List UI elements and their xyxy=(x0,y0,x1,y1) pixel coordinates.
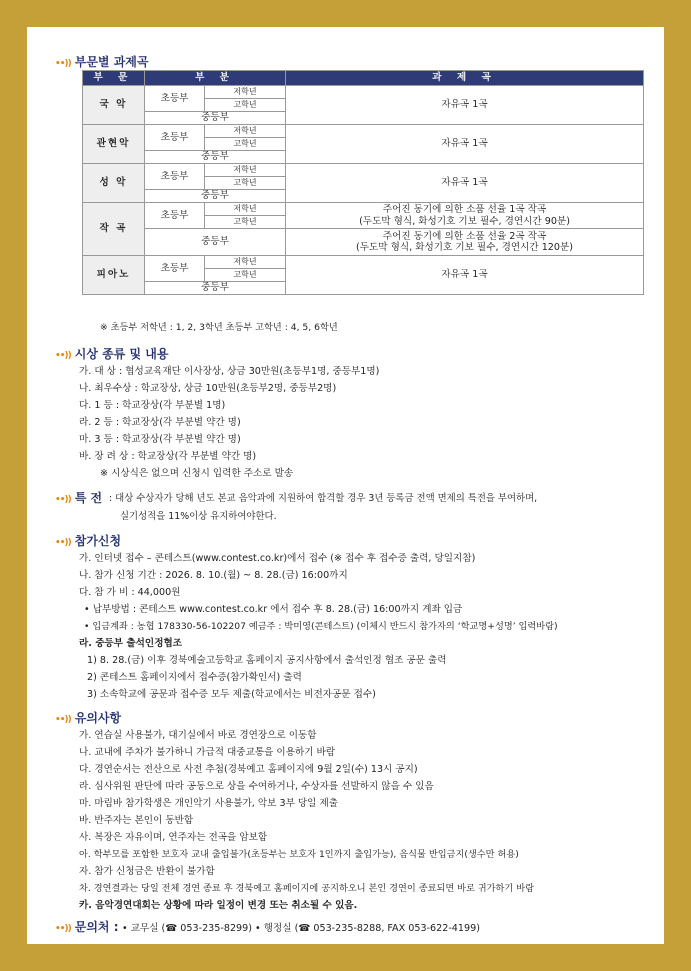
grade-cell: 저학년 xyxy=(205,125,286,138)
category-cell: 성 악 xyxy=(83,164,145,203)
apply-item: 나. 참가 신청 기간 : 2026. 8. 10.(월) ~ 8. 28.(금) 16:00까지 xyxy=(79,570,348,581)
header-division: 부 분 xyxy=(145,71,286,86)
apply-item: 가. 인터넷 접수 – 콘테스트(www.contest.co.kr)에서 접수 (※ 접수 후 접수증 출력, 당일지참) xyxy=(79,553,476,564)
header-piece: 과 제 곡 xyxy=(286,71,644,86)
piece-cell xyxy=(286,229,644,256)
bullet-icon: ••)) xyxy=(55,715,71,725)
notice-item: 아. 학부모를 포함한 보호자 교내 출입불가(초등부는 보호자 1인까지 출입가능), 음식물 반입금지(생수만 허용) xyxy=(79,849,519,860)
piece-cell: 자유곡 1곡 xyxy=(286,125,644,164)
notice-item: 나. 교내에 주차가 불가하니 가급적 대중교통을 이용하기 바람 xyxy=(79,747,336,758)
bullet-icon: ••)) xyxy=(55,495,71,505)
division-cell: 초등부 xyxy=(145,256,205,282)
apply-item: 2) 콘테스트 홈페이지에서 접수증(참가확인서) 출력 xyxy=(87,672,302,683)
grade-cell: 고학년 xyxy=(205,177,286,190)
grade-cell: 고학년 xyxy=(205,216,286,229)
notice-item: 가. 연습실 사용불가, 대기실에서 바로 경연장으로 이동함 xyxy=(79,730,317,741)
piece-cell: 자유곡 1곡 xyxy=(286,256,644,295)
page xyxy=(27,27,664,944)
apply-item: • 입금계좌 : 농협 178330-56-102207 예금주 : 박미영(콘테스트) (이체시 반드시 참가자의 ‘학교명+성명’ 입력바람) xyxy=(84,621,558,632)
notice-item: 카. 음악경연대회는 상황에 따라 일정이 변경 또는 취소될 수 있음. xyxy=(79,900,358,911)
award-item: 바. 장 려 상 : 학교장상(각 부분별 약간 명) xyxy=(79,451,257,462)
award-item: 라. 2 등 : 학교장상(각 부분별 약간 명) xyxy=(79,417,241,428)
grade-cell: 저학년 xyxy=(205,164,286,177)
apply-item: 라. 중등부 출석인정협조 xyxy=(79,638,182,649)
division-cell: 초등부 xyxy=(145,86,205,112)
award-item: 마. 3 등 : 학교장상(각 부분별 약간 명) xyxy=(79,434,241,445)
division-cell: 중등부 xyxy=(145,282,286,295)
piece-line: (두도막 형식, 화성기호 기보 필수, 경연시간 120분) xyxy=(356,242,574,253)
table-row xyxy=(83,125,644,138)
apply-item: 1) 8. 28.(금) 이후 경북예술고등학교 홈페이지 공지사항에서 출석인정 협조 공문 출력 xyxy=(87,655,447,666)
bullet-icon: ••)) xyxy=(55,351,71,361)
award-item: 가. 대 상 : 협성교육재단 이사장상, 상금 30만원(초등부1명, 중등부1명) xyxy=(79,366,380,377)
section-title-contact: ••)) 문의처 : xyxy=(55,920,119,934)
grade-cell: 저학년 xyxy=(205,256,286,269)
section-title-notes: ••)) 유의사항 xyxy=(55,711,122,725)
table-row xyxy=(83,203,644,216)
notice-item: 마. 마림바 참가학생은 개인악기 사용불가, 악보 3부 당일 제출 xyxy=(79,798,339,809)
section-title-benefit: ••)) 특 전 xyxy=(55,491,103,505)
category-cell: 관현악 xyxy=(83,125,145,164)
table-header xyxy=(83,71,644,86)
piece-cell xyxy=(286,203,644,229)
piece-line: 주어진 동기에 의한 소품 선율 2곡 작곡 xyxy=(382,230,547,242)
header-dept: 부 문 xyxy=(83,71,145,86)
division-cell: 중등부 xyxy=(145,229,286,256)
table-row xyxy=(83,256,644,269)
notice-item: 바. 반주자는 본인이 동반함 xyxy=(79,815,194,826)
piece-line: 주어진 동기에 의한 소품 선율 1곡 작곡 xyxy=(382,204,547,216)
division-cell: 초등부 xyxy=(145,203,205,229)
award-item: 나. 최우수상 : 학교장상, 상금 10만원(초등부2명, 중등부2명) xyxy=(79,383,337,394)
notice-item: 사. 복장은 자유이며, 연주자는 전곡을 암보함 xyxy=(79,832,268,843)
benefit-text: 실기성적을 11%이상 유지하여야한다. xyxy=(120,511,277,522)
table-row xyxy=(83,86,644,99)
table-row xyxy=(83,164,644,177)
grade-cell: 저학년 xyxy=(205,203,286,216)
grade-cell: 고학년 xyxy=(205,99,286,112)
contact-info: • 교무실 (☎ 053-235-8299) • 행정실 (☎ 053-235-8288, FAX 053-622-4199) xyxy=(122,923,480,934)
apply-item: 다. 참 가 비 : 44,000원 xyxy=(79,587,181,598)
benefit-text: : 대상 수상자가 당해 년도 본교 음악과에 지원하여 합격할 경우 3년 등록금 전액 면제의 특전을 부여하며, xyxy=(109,493,538,504)
bullet-icon: ••)) xyxy=(55,538,71,548)
notice-item: 라. 심사위원 판단에 따라 공동으로 상을 수여하거나, 수상자를 선발하지 않을 수 있음 xyxy=(79,781,434,792)
bullet-icon: ••)) xyxy=(55,924,71,934)
grade-cell: 저학년 xyxy=(205,86,286,99)
section-title-awards: ••)) 시상 종류 및 내용 xyxy=(55,347,169,361)
grade-cell: 고학년 xyxy=(205,269,286,282)
notice-item: 다. 경연순서는 전산으로 사전 추첨(경북예고 홈페이지에 9월 2일(수) 13시 공지) xyxy=(79,764,418,775)
category-cell: 작 곡 xyxy=(83,203,145,256)
grade-note: ※ 초등부 저학년 : 1, 2, 3학년 초등부 고학년 : 4, 5, 6학년 xyxy=(100,322,338,333)
category-cell: 피아노 xyxy=(83,256,145,295)
bullet-icon: ••)) xyxy=(55,59,71,69)
grade-cell: 고학년 xyxy=(205,138,286,151)
division-cell: 중등부 xyxy=(145,190,286,203)
section-title-apply: ••)) 참가신청 xyxy=(55,534,122,548)
division-cell: 중등부 xyxy=(145,112,286,125)
apply-item: 3) 소속학교에 공문과 접수증 모두 제출(학교에서는 비전자공문 접수) xyxy=(87,689,376,700)
notice-item: 차. 경연결과는 당일 전체 경연 종료 후 경북예고 홈페이지에 공지하오니 본인 경연이 종료되면 바로 귀가하기 바람 xyxy=(79,883,534,894)
division-cell: 중등부 xyxy=(145,151,286,164)
division-cell: 초등부 xyxy=(145,164,205,190)
section-title-pieces: ••)) 부문별 과제곡 xyxy=(55,55,149,69)
pieces-table xyxy=(82,70,644,295)
piece-line: (두도막 형식, 화성기호 기보 필수, 경연시간 90분) xyxy=(359,215,570,227)
award-item: 다. 1 등 : 학교장상(각 부분별 1명) xyxy=(79,400,226,411)
notice-item: 자. 참가 신청금은 반환이 불가함 xyxy=(79,866,215,877)
award-note: ※ 시상식은 없으며 신청시 입력한 주소로 발송 xyxy=(100,468,294,479)
apply-item: • 납부방법 : 콘테스트 www.contest.co.kr 에서 접수 후 8. 28.(금) 16:00까지 계좌 입금 xyxy=(84,604,463,615)
piece-cell: 자유곡 1곡 xyxy=(286,86,644,125)
piece-cell: 자유곡 1곡 xyxy=(286,164,644,203)
category-cell: 국 악 xyxy=(83,86,145,125)
division-cell: 초등부 xyxy=(145,125,205,151)
